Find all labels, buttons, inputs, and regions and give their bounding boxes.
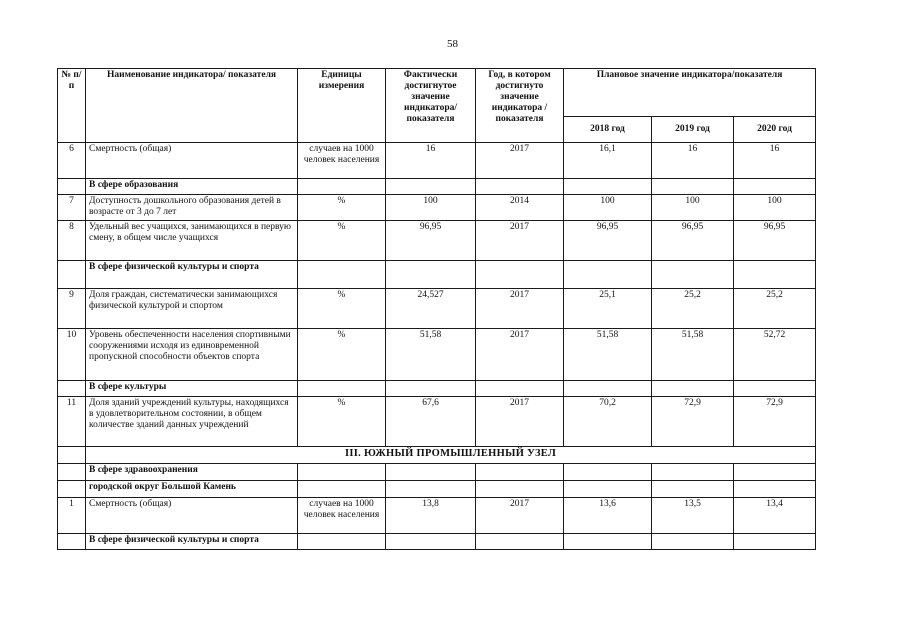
row-actual: 100 — [386, 195, 476, 221]
row-actual: 51,58 — [386, 329, 476, 381]
row-actual: 24,527 — [386, 289, 476, 329]
region-row — [58, 447, 816, 464]
section-title: В сфере здравоохранения — [86, 464, 298, 481]
row-units: % — [298, 195, 386, 221]
table-row — [58, 498, 816, 534]
header-name: Наименование индикатора/ показателя — [86, 69, 298, 143]
row-2019: 51,58 — [652, 329, 734, 381]
row-units: % — [298, 397, 386, 447]
header-row — [58, 69, 816, 117]
row-units: % — [298, 329, 386, 381]
empty-cell — [564, 179, 652, 195]
empty-cell — [58, 481, 86, 498]
empty-cell — [476, 261, 564, 289]
empty-cell — [564, 481, 652, 498]
table-row — [58, 195, 816, 221]
header-actual: Фактически достигнутое значение индикатора/ показателя — [386, 69, 476, 143]
empty-cell — [386, 481, 476, 498]
table-row — [58, 289, 816, 329]
empty-cell — [476, 481, 564, 498]
row-num: 1 — [58, 498, 86, 534]
row-2020: 100 — [734, 195, 816, 221]
row-name: Доступность дошкольного образования детей в возрасте от 3 до 7 лет — [86, 195, 298, 221]
table-row — [58, 329, 816, 381]
table-row — [58, 221, 816, 261]
row-2019: 13,5 — [652, 498, 734, 534]
empty-cell — [734, 481, 816, 498]
header-2019: 2019 год — [652, 117, 734, 143]
row-2019: 100 — [652, 195, 734, 221]
row-2020: 72,9 — [734, 397, 816, 447]
empty-cell — [564, 464, 652, 481]
empty-cell — [564, 261, 652, 289]
empty-cell — [734, 179, 816, 195]
empty-cell — [386, 179, 476, 195]
row-2018: 13,6 — [564, 498, 652, 534]
row-2019: 96,95 — [652, 221, 734, 261]
row-name: Смертность (общая) — [86, 143, 298, 179]
row-num: 9 — [58, 289, 86, 329]
empty-cell — [58, 179, 86, 195]
empty-cell — [652, 464, 734, 481]
row-name: Смертность (общая) — [86, 498, 298, 534]
empty-cell — [652, 481, 734, 498]
row-name: Доля зданий учреждений культуры, находящихся в удовлетворительном состоянии, в общем количестве зданий данных учреждений — [86, 397, 298, 447]
row-num: 8 — [58, 221, 86, 261]
header-units: Единицы измерения — [298, 69, 386, 143]
header-year: Год, в котором достигнуто значение индикатора /показателя — [476, 69, 564, 143]
section-row — [58, 381, 816, 397]
empty-cell — [476, 381, 564, 397]
section-row — [58, 534, 816, 550]
header-2020: 2020 год — [734, 117, 816, 143]
subsection-title: городской округ Большой Камень — [86, 481, 298, 498]
empty-cell — [386, 381, 476, 397]
section-row — [58, 179, 816, 195]
section-title: В сфере физической культуры и спорта — [86, 534, 298, 550]
empty-cell — [298, 381, 386, 397]
row-units: % — [298, 221, 386, 261]
empty-cell — [58, 447, 86, 464]
row-units: случаев на 1000 человек населения — [298, 143, 386, 179]
row-2018: 96,95 — [564, 221, 652, 261]
row-2020: 96,95 — [734, 221, 816, 261]
empty-cell — [652, 179, 734, 195]
header-num: № п/п — [58, 69, 86, 143]
row-2018: 16,1 — [564, 143, 652, 179]
section-title: В сфере образования — [86, 179, 298, 195]
row-name: Доля граждан, систематически занимающихся физической культурой и спортом — [86, 289, 298, 329]
row-2018: 51,58 — [564, 329, 652, 381]
empty-cell — [652, 534, 734, 550]
empty-cell — [564, 381, 652, 397]
empty-cell — [734, 261, 816, 289]
row-actual: 67,6 — [386, 397, 476, 447]
row-year: 2017 — [476, 221, 564, 261]
header-2018: 2018 год — [564, 117, 652, 143]
indicators-table — [57, 68, 816, 550]
row-2020: 52,72 — [734, 329, 816, 381]
empty-cell — [58, 261, 86, 289]
row-num: 6 — [58, 143, 86, 179]
row-2018: 25,1 — [564, 289, 652, 329]
empty-cell — [298, 534, 386, 550]
empty-cell — [298, 261, 386, 289]
header-planned: Плановое значение индикатора/показателя — [564, 69, 816, 117]
empty-cell — [476, 464, 564, 481]
row-actual: 96,95 — [386, 221, 476, 261]
empty-cell — [298, 179, 386, 195]
row-num: 11 — [58, 397, 86, 447]
row-year: 2017 — [476, 329, 564, 381]
row-2019: 72,9 — [652, 397, 734, 447]
empty-cell — [386, 464, 476, 481]
row-actual: 16 — [386, 143, 476, 179]
section-row — [58, 261, 816, 289]
empty-cell — [298, 481, 386, 498]
empty-cell — [476, 179, 564, 195]
region-title: III. ЮЖНЫЙ ПРОМЫШЛЕННЫЙ УЗЕЛ — [86, 447, 816, 464]
page-number: 58 — [447, 38, 458, 50]
row-actual: 13,8 — [386, 498, 476, 534]
table-row — [58, 397, 816, 447]
section-row — [58, 464, 816, 481]
empty-cell — [476, 534, 564, 550]
section-title: В сфере культуры — [86, 381, 298, 397]
row-2020: 13,4 — [734, 498, 816, 534]
row-units: случаев на 1000 человек населения — [298, 498, 386, 534]
row-num: 10 — [58, 329, 86, 381]
row-num: 7 — [58, 195, 86, 221]
section-title: В сфере физической культуры и спорта — [86, 261, 298, 289]
row-2018: 100 — [564, 195, 652, 221]
empty-cell — [58, 464, 86, 481]
empty-cell — [386, 534, 476, 550]
row-2018: 70,2 — [564, 397, 652, 447]
row-year: 2017 — [476, 143, 564, 179]
row-year: 2014 — [476, 195, 564, 221]
row-2019: 16 — [652, 143, 734, 179]
empty-cell — [564, 534, 652, 550]
empty-cell — [652, 261, 734, 289]
row-units: % — [298, 289, 386, 329]
row-year: 2017 — [476, 397, 564, 447]
subsection-row — [58, 481, 816, 498]
table-row — [58, 143, 816, 179]
empty-cell — [734, 464, 816, 481]
empty-cell — [734, 381, 816, 397]
row-year: 2017 — [476, 289, 564, 329]
empty-cell — [386, 261, 476, 289]
empty-cell — [58, 381, 86, 397]
empty-cell — [298, 464, 386, 481]
row-year: 2017 — [476, 498, 564, 534]
row-2020: 25,2 — [734, 289, 816, 329]
empty-cell — [734, 534, 816, 550]
empty-cell — [652, 381, 734, 397]
row-name: Уровень обеспеченности населения спортивными сооружениями исходя из единовременной пропускной способности объектов спорта — [86, 329, 298, 381]
row-2019: 25,2 — [652, 289, 734, 329]
empty-cell — [58, 534, 86, 550]
row-name: Удельный вес учащихся, занимающихся в первую смену, в общем числе учащихся — [86, 221, 298, 261]
row-2020: 16 — [734, 143, 816, 179]
